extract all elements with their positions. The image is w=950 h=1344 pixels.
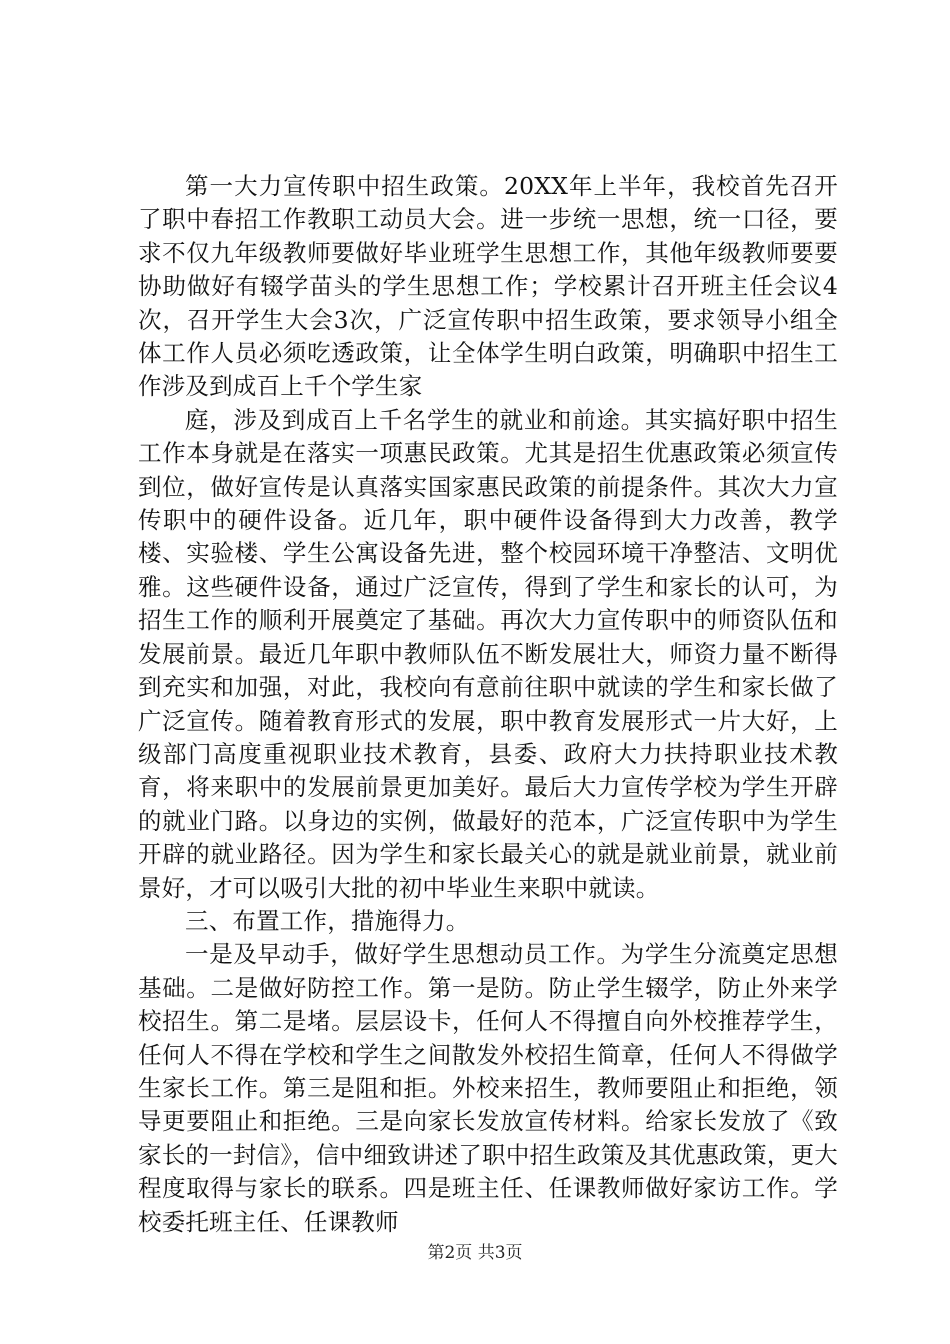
paragraph-3-heading: 三、布置工作，措施得力。 — [185, 906, 470, 935]
page-footer — [0, 1238, 950, 1263]
paragraph-2: 庭，涉及到成百上千名学生的就业和前途。其实搞好职中招生工作本身就是在落实一项惠民政策。尤其是招生优惠政策必须宣传到位，做好宣传是认真落实国家惠民政策的前提条件。其次大力宣传职中的硬件设备。近几年，职中硬件设备得到大力改善，教学楼、实验楼、学生公寓设备先进，整个校园环境干净整洁、文明优雅。这些硬件设备，通过广泛宣传，得到了学生和家长的认可，为招生工作的顺利开展奠定了基础。再次大力宣传职中的师资队伍和发展前景。最近几年职中教师队伍不断发展壮大，师资力量不断得到充实和加强，对此，我校向有意前往职中就读的学生和家长做了广泛宣传。随着教育形式的发展，职中教育发展形式一片大好，上级部门高度重视职业技术教育，县委、政府大力扶持职业技术教育，将来职中的发展前景更加美好。最后大力宣传学校为学生开辟的就业门路。以身边的实例，做最好的范本，广泛宣传职中为学生开辟的就业路径。因为学生和家长最关心的就是就业前景，就业前景好，才可以吸引大批的初中毕业生来职中就读。 — [138, 405, 838, 902]
document-body — [138, 170, 838, 1239]
page-number: 第2页 共3页 — [427, 1243, 523, 1263]
paragraph-4: 一是及早动手，做好学生思想动员工作。为学生分流奠定思想基础。二是做好防控工作。第一是防。防止学生辍学，防止外来学校招生。第二是堵。层层设卡，任何人不得擅自向外校推荐学生，任何人不得在学校和学生之间散发外校招生简章，任何人不得做学生家长工作。第三是阻和拒。外校来招生，教师要阻止和拒绝，领导更要阻止和拒绝。三是向家长发放宣传材料。给家长发放了《致家长的一封信》，信中细致讲述了职中招生政策及其优惠政策，更大程度取得与家长的联系。四是班主任、任课教师做好家访工作。学校委托班主任、任课教师 — [138, 940, 838, 1236]
paragraph-1: 第一大力宣传职中招生政策。20XX年上半年，我校首先召开了职中春招工作教职工动员大会。进一步统一思想，统一口径，要求不仅九年级教师要做好毕业班学生思想工作，其他年级教师要要协助做好有辍学苗头的学生思想工作；学校累计召开班主任会议4次，召开学生大会3次，广泛宣传职中招生政策，要求领导小组全体工作人员必须吃透政策，让全体学生明白政策，明确职中招生工作涉及到成百上千个学生家 — [138, 172, 838, 401]
